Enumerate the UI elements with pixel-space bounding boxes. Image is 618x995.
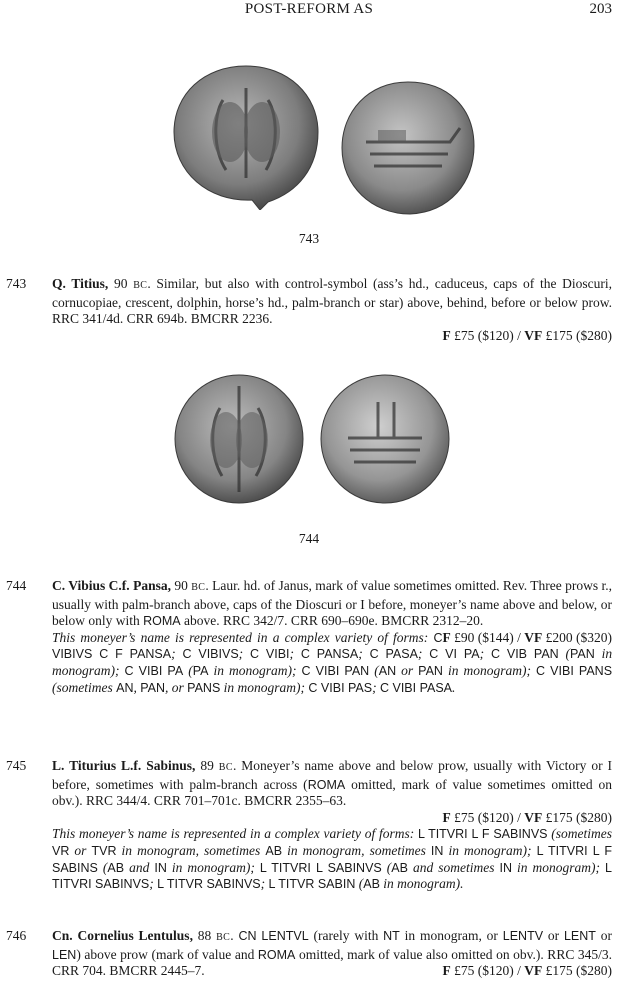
legend-text: L TITVR SABINVS (157, 877, 261, 892)
legend-text: C VIBI PAN (301, 663, 370, 678)
legend-text: IN (154, 860, 167, 875)
moneyer-name: Cn. Cornelius Lentulus, (52, 928, 193, 943)
grade-vf-label: VF (524, 963, 543, 979)
legend-text: C VIBI PA (124, 663, 184, 678)
note-text: ; (358, 646, 370, 662)
note-text: ( (558, 646, 571, 662)
legend-text: PA (192, 663, 209, 678)
note-text: This moneyer’s name is represented in a complex variety of forms: (52, 629, 434, 645)
note-text: in monogram); (220, 679, 309, 695)
legend-text: L TITVRI L SABINVS (259, 860, 382, 875)
date-era: BC (216, 932, 231, 943)
price-vf: £175 ($280) (545, 809, 612, 825)
price-line (52, 328, 612, 345)
note-text: or (543, 928, 564, 943)
legend-text: TVR (91, 843, 117, 858)
note-text: ; (372, 679, 380, 695)
price-line (52, 810, 612, 827)
legend-text: C VIBIVS (182, 647, 239, 662)
note-text: in monogram). (379, 876, 464, 892)
legend-text: CN LENTVL (238, 929, 309, 943)
price-f: £75 ($120) (454, 327, 514, 343)
price-separator: / (517, 963, 521, 979)
legend-text: IN (430, 843, 444, 858)
legend-text: PANS (187, 680, 221, 695)
price-f: £90 ($144) (454, 629, 514, 645)
price-separator: / (517, 809, 521, 825)
date-number: 90 (174, 578, 188, 593)
legend-text: AB (391, 860, 408, 875)
legend-text: C VIBI PASA (379, 680, 452, 695)
date-era: BC (191, 582, 206, 593)
entry-number: 745 (6, 758, 27, 773)
legend-text: L TITVR SABIN (268, 877, 356, 892)
entry-note (52, 826, 612, 892)
legend-text: PAN (418, 663, 443, 678)
note-text: in monogram); (208, 662, 302, 678)
note-text: or (595, 928, 612, 943)
note-text: ; (260, 876, 269, 892)
catalogue-entry (6, 276, 612, 344)
entry-references: omitted, mark of value sometimes omitted on obv.). RRC 344/4. CRR 701–701c. BMCRR 2355–63. (52, 776, 613, 809)
legend-text: AN (378, 663, 397, 678)
note-text: in monogram, sometimes (282, 842, 431, 858)
catalogue-entry (6, 758, 612, 893)
legend-text: LENTV (502, 929, 544, 943)
note-text: ( (369, 662, 379, 678)
note-text: , (133, 679, 141, 695)
entry-references: above. RRC 342/7. CRR 690–690e. BMCRR 2312–20. (180, 613, 484, 629)
legend-text: LENT (563, 929, 596, 943)
legend-text: AN (116, 680, 134, 695)
note-text: ( (97, 859, 108, 875)
price-f: £75 ($120) (454, 809, 514, 825)
note-text: ; (238, 646, 250, 662)
note-text: ; (289, 646, 301, 662)
note-text: . (230, 928, 239, 943)
legend-text: NT (383, 929, 400, 943)
note-text: omitted, mark of value also omitted on obv.). RRC 345/3. CRR 704. BMCRR 2445–7. (52, 946, 613, 979)
legend-text: VR (52, 843, 70, 858)
date-number: 90 (113, 276, 128, 291)
date-number: 89 (200, 758, 214, 773)
figure-caption: 744 (298, 531, 320, 546)
note-text: ( (355, 876, 364, 892)
grade-vf-label: VF (524, 809, 543, 825)
legend-text: ROMA (307, 777, 346, 792)
price-vf: £175 ($280) (545, 327, 612, 343)
legend-text: LEN (52, 947, 77, 962)
note-text: in monogram); (166, 859, 260, 875)
note-text: ; (479, 646, 491, 662)
legend-text: C VI PA (429, 647, 480, 662)
catalogue-entry (6, 928, 612, 980)
moneyer-name: L. Titurius L.f. Sabinus, (52, 758, 196, 773)
note-text: or (396, 662, 419, 678)
entry-description: . Moneyer’s name above and below prow, usually with Victory or I before, sometimes with palm-branch across ( (52, 758, 613, 792)
legend-text: ROMA (143, 614, 181, 629)
note-text: , or (165, 679, 188, 695)
legend-text: AB (107, 860, 125, 875)
coin-743-reverse-image (338, 78, 478, 218)
date-era: BC (133, 280, 148, 291)
price-line (442, 963, 612, 980)
note-text: or (69, 842, 92, 858)
price-vf: £200 ($320) (545, 629, 612, 645)
grade-f-label: F (442, 809, 451, 825)
grade-vf-label: VF (524, 327, 543, 343)
note-text: (sometimes (547, 826, 613, 842)
legend-text: AB (363, 877, 380, 892)
moneyer-name: Q. Titius, (52, 276, 109, 291)
note-text: ( (183, 662, 193, 678)
grade-f-label: F (442, 327, 451, 343)
running-header (0, 0, 618, 22)
legend-text: PAN (570, 647, 595, 662)
moneyer-name: C. Vibius C.f. Pansa, (52, 578, 171, 593)
entry-description: . Laur. hd. of Janus, mark of value sometimes omitted. Rev. Three prows r., usually with palm-branch above, caps of the Dioscuri or I before, moneyer’s name above and below, or below only with (52, 578, 612, 629)
note-text: ) above prow (mark of value and (76, 946, 258, 962)
grade-f-label: F (442, 629, 451, 645)
price-line (442, 630, 612, 647)
legend-text: PAN (140, 680, 166, 695)
catalogue-entry (6, 578, 612, 696)
legend-text: ROMA (257, 947, 296, 962)
legend-text: C PASA (369, 647, 418, 662)
note-text: in monogram); (443, 842, 537, 858)
legend-text: C VIBI (249, 647, 290, 662)
date-era: BC (218, 762, 233, 773)
note-text: in monogram, sometimes (116, 842, 266, 858)
note-text: and (124, 859, 155, 875)
grade-f-label: F (442, 963, 451, 979)
entry-number: 744 (6, 578, 27, 593)
note-text: This moneyer’s name is represented in a complex variety of forms: (52, 826, 418, 842)
note-text: in monogram); (52, 646, 613, 678)
header-title: POST-REFORM AS (244, 1, 374, 17)
note-text: (sometimes (52, 679, 117, 695)
note-text: in monogram, or (399, 928, 503, 943)
legend-text: L TITVRI SABINVS (52, 860, 612, 892)
entry-description: . Similar, but also with control-symbol (ass’s hd., caduceus, caps of the Dioscuri, cornucopiae, crescent, dolphin, horse’s hd., palm-branch or star) above, behind, before or below prow. RRC 341/4d. CRR 694b. BMCRR 2236. (52, 276, 613, 327)
note-text: (rarely with (308, 928, 384, 943)
legend-text: L TITVRI L F SABINVS (417, 827, 548, 842)
entry-number: 746 (6, 928, 27, 943)
coin-744-obverse-image (172, 372, 307, 507)
note-text: ( (381, 859, 392, 875)
note-text: and sometimes (407, 859, 500, 875)
page-number: 203 (589, 1, 612, 17)
note-text: in monogram); (442, 662, 537, 678)
note-text: ; (149, 876, 158, 892)
note-text: ; (171, 646, 183, 662)
coin-743-obverse-image (168, 60, 323, 210)
price-separator: / (517, 327, 521, 343)
legend-text: AB (265, 843, 283, 858)
entry-number: 743 (6, 276, 27, 291)
legend-text: C VIB PAN (490, 647, 559, 662)
note-text: in monogram); (512, 859, 606, 875)
price-f: £75 ($120) (454, 963, 514, 979)
price-vf: £175 ($280) (545, 963, 612, 979)
legend-text: IN (499, 860, 512, 875)
note-text: ; (417, 646, 430, 662)
legend-text: C VIBIVS C F PANSA (52, 630, 443, 662)
figure-caption: 743 (298, 231, 320, 246)
legend-text: C VIBI PANS (536, 663, 613, 678)
date-number: 88 (197, 928, 212, 943)
legend-text: C PANSA (300, 647, 359, 662)
note-text: . (452, 679, 456, 695)
legend-text: L TITVRI L F SABINS (52, 843, 613, 875)
price-separator: / (517, 629, 521, 645)
legend-text: C VIBI PAS (308, 680, 373, 695)
coin-744-reverse-image (318, 372, 453, 507)
grade-vf-label: VF (524, 629, 543, 645)
